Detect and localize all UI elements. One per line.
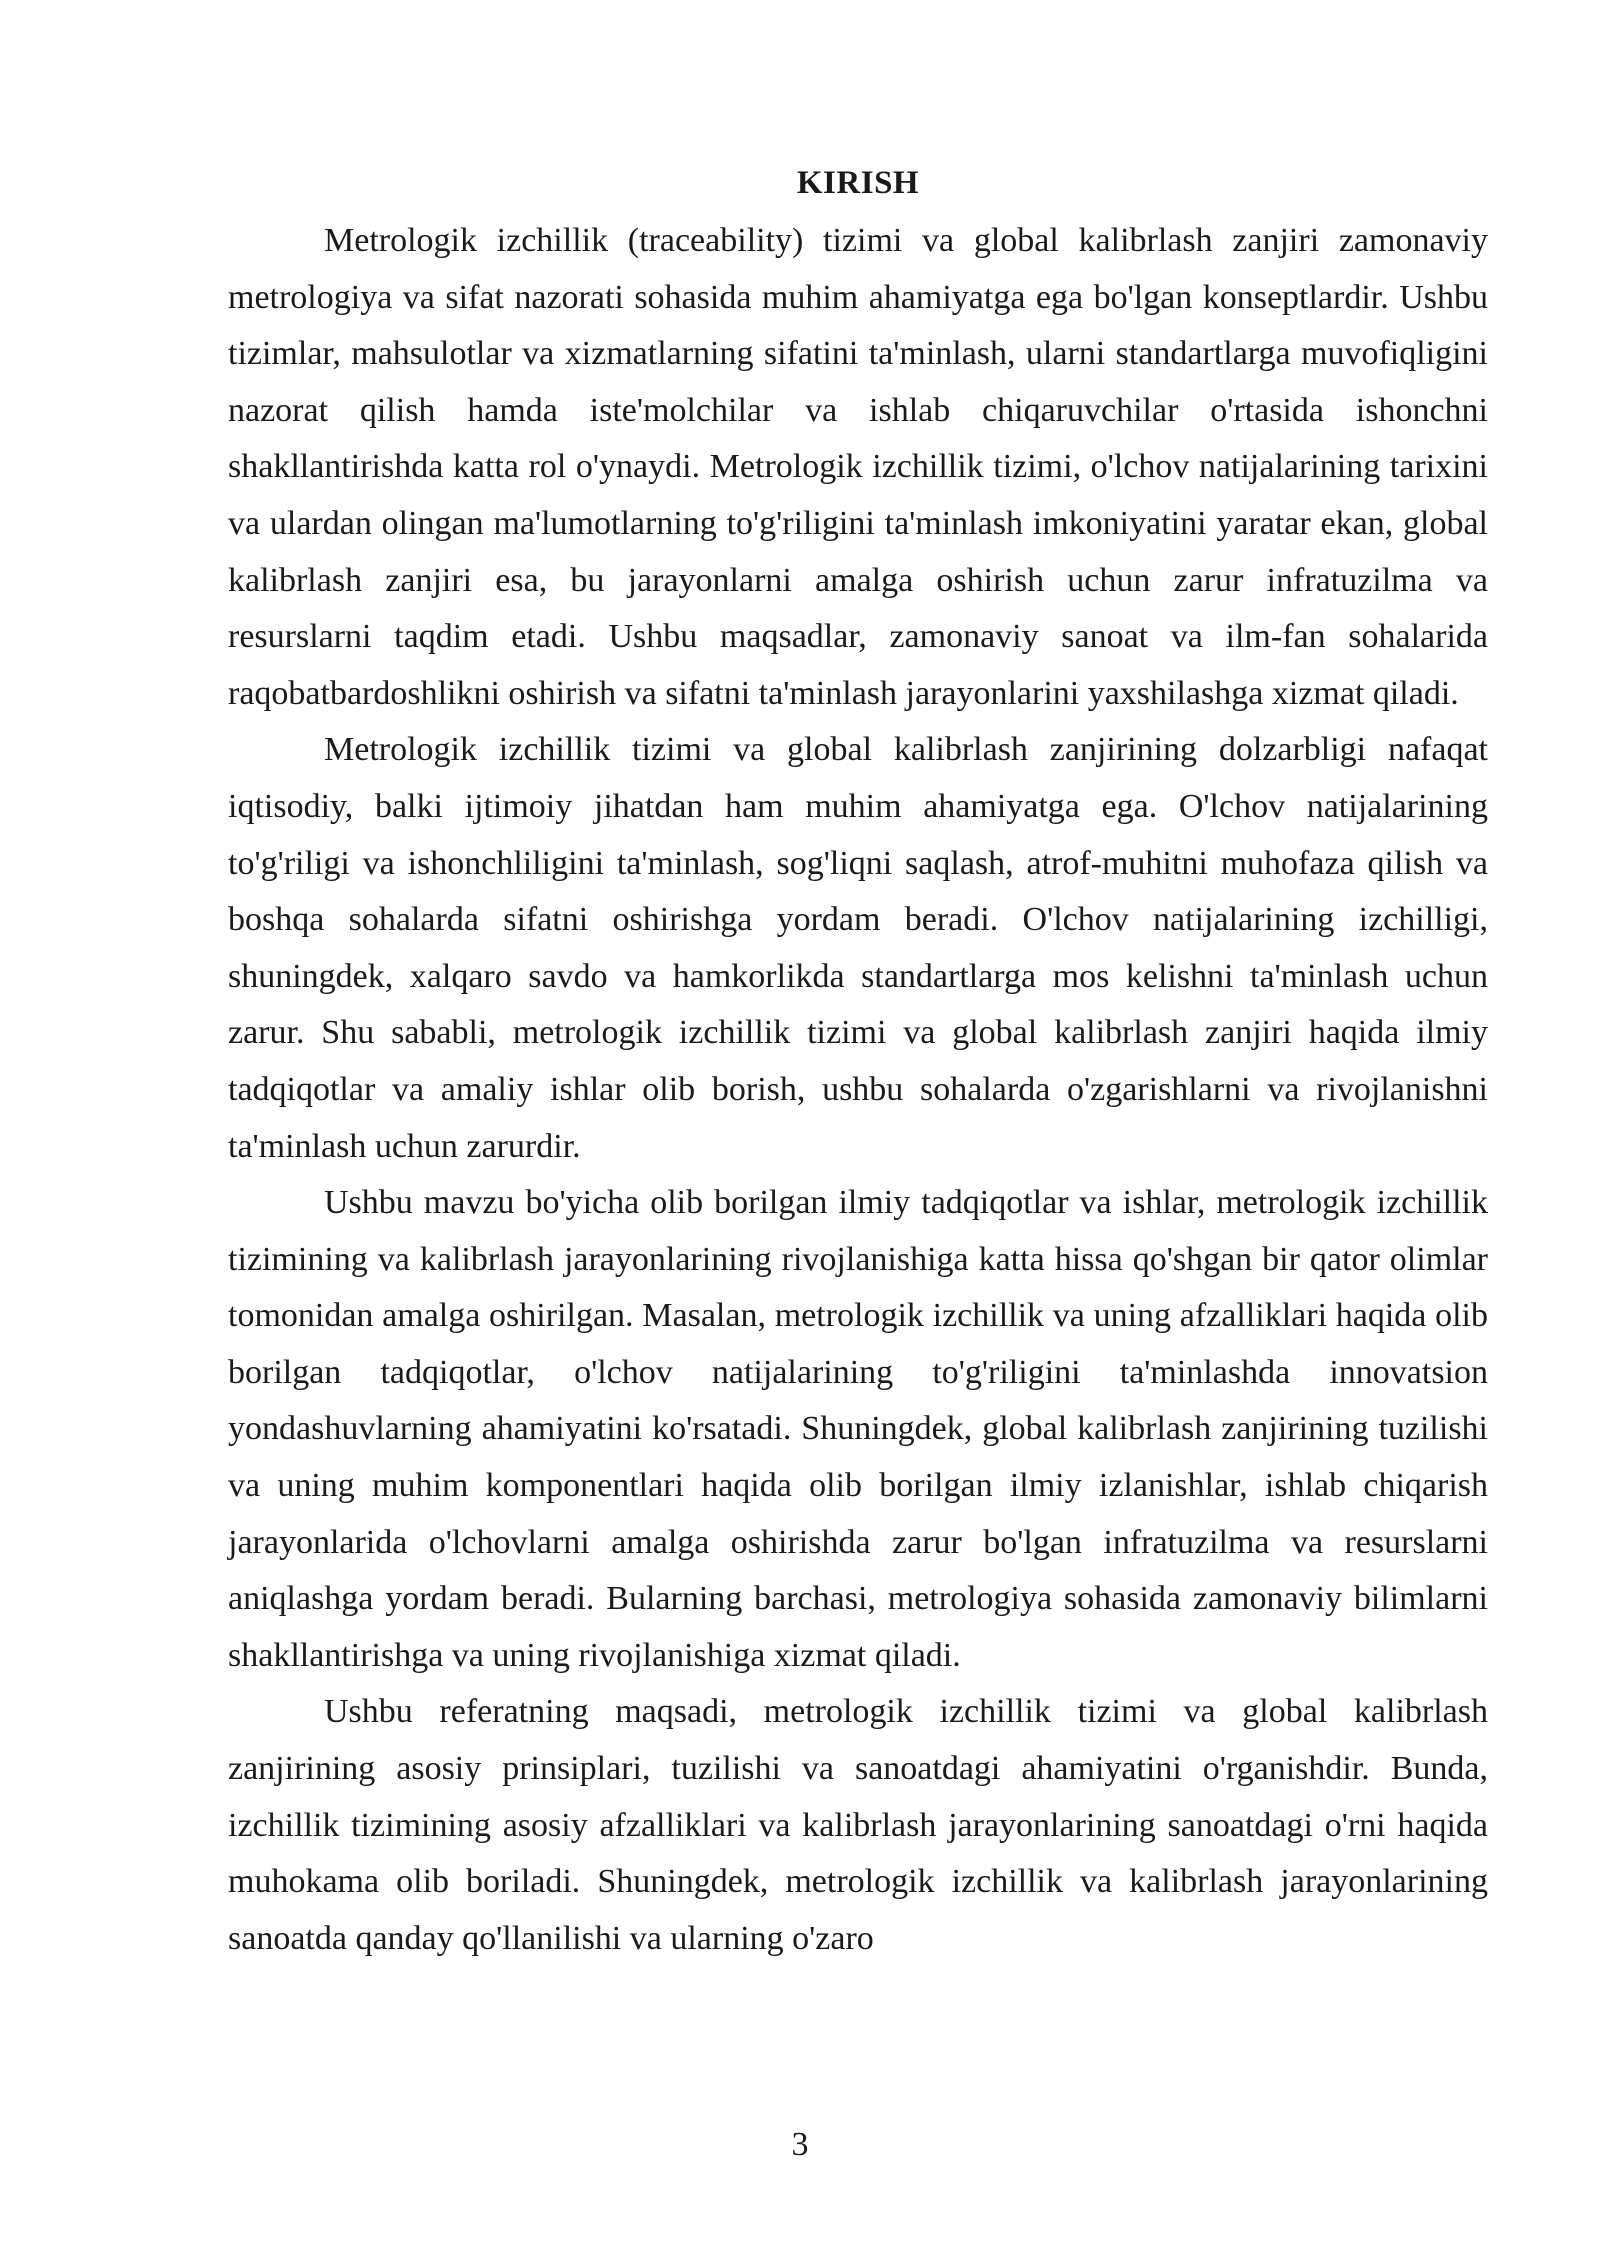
paragraph-3: Ushbu mavzu bo'yicha olib borilgan ilmiy tadqiqotlar va ishlar, metrologik izchillik tizimining va kalibrlash jarayonlarining rivojlanishiga katta hissa qo'shgan bir qator olimlar tomonidan amalga oshirilgan. Masalan, metrologik izchillik va uning afzalliklari haqida olib borilgan tadqiqotlar, o'lchov natijalarining to'g'riligini ta'minlashda innovatsion yondashuvlarning ahamiyatini ko'rsatadi. Shuningdek, global kalibrlash zanjirining tuzilishi va uning muhim komponentlari haqida olib borilgan ilmiy izlanishlar, ishlab chiqarish jarayonlarida o'lchovlarni amalga oshirishda zarur bo'lgan infratuzilma va resurslarni aniqlashga yordam beradi. Bularning barchasi, metrologiya sohasida zamonaviy bilimlarni shakllantirishga va uning rivojlanishiga xizmat qiladi. — [228, 1184, 1488, 1674]
paragraph-1: Metrologik izchillik (traceability) tizimi va global kalibrlash zanjiri zamonaviy metrologiya va sifat nazorati sohasida muhim ahamiyatga ega bo'lgan konseptlardir. Ushbu tizimlar, mahsulotlar va xizmatlarning sifatini ta'minlash, ularni standartlarga muvofiqligini nazorat qilish hamda iste'molchilar va ishlab chiqaruvchilar o'rtasida ishonchni shakllantirishda katta rol o'ynaydi. Metrologik izchillik tizimi, o'lchov natijalarining tarixini va ulardan olingan ma'lumotlarning to'g'riligini ta'minlash imkoniyatini yaratar ekan, global kalibrlash zanjiri esa, bu jarayonlarni amalga oshirish uchun zarur infratuzilma va resurslarni taqdim etadi. Ushbu maqsadlar, zamonaviy sanoat va ilm-fan sohalarida raqobatbardoshlikni oshirish va sifatni ta'minlash jarayonlarini yaxshilashga xizmat qiladi. — [228, 222, 1488, 712]
paragraph-4: Ushbu referatning maqsadi, metrologik izchillik tizimi va global kalibrlash zanjirining asosiy prinsiplari, tuzilishi va sanoatdagi ahamiyatini o'rganishdir. Bunda, izchillik tizimining asosiy afzalliklari va kalibrlash jarayonlarining sanoatdagi o'rni haqida muhokama olib boriladi. Shuningdek, metrologik izchillik va kalibrlash jarayonlarining sanoatda qanday qo'llanilishi va ularning o'zaro — [228, 1693, 1488, 1957]
section-title: KIRISH — [796, 165, 920, 201]
page-content — [228, 155, 1488, 1967]
paragraph-2: Metrologik izchillik tizimi va global kalibrlash zanjirining dolzarbligi nafaqat iqtisodiy, balki ijtimoiy jihatdan ham muhim ahamiyatga ega. O'lchov natijalarining to'g'riligi va ishonchliligini ta'minlash, sog'liqni saqlash, atrof-muhitni muhofaza qilish va boshqa sohalarda sifatni oshirishga yordam beradi. O'lchov natijalarining izchilligi, shuningdek, xalqaro savdo va hamkorlikda standartlarga mos kelishni ta'minlash uchun zarur. Shu sababli, metrologik izchillik tizimi va global kalibrlash zanjiri haqida ilmiy tadqiqotlar va amaliy ishlar olib borish, ushbu sohalarda o'zgarishlarni va rivojlanishni ta'minlash uchun zarurdir. — [228, 731, 1488, 1165]
page-number: 3 — [791, 2126, 809, 2163]
